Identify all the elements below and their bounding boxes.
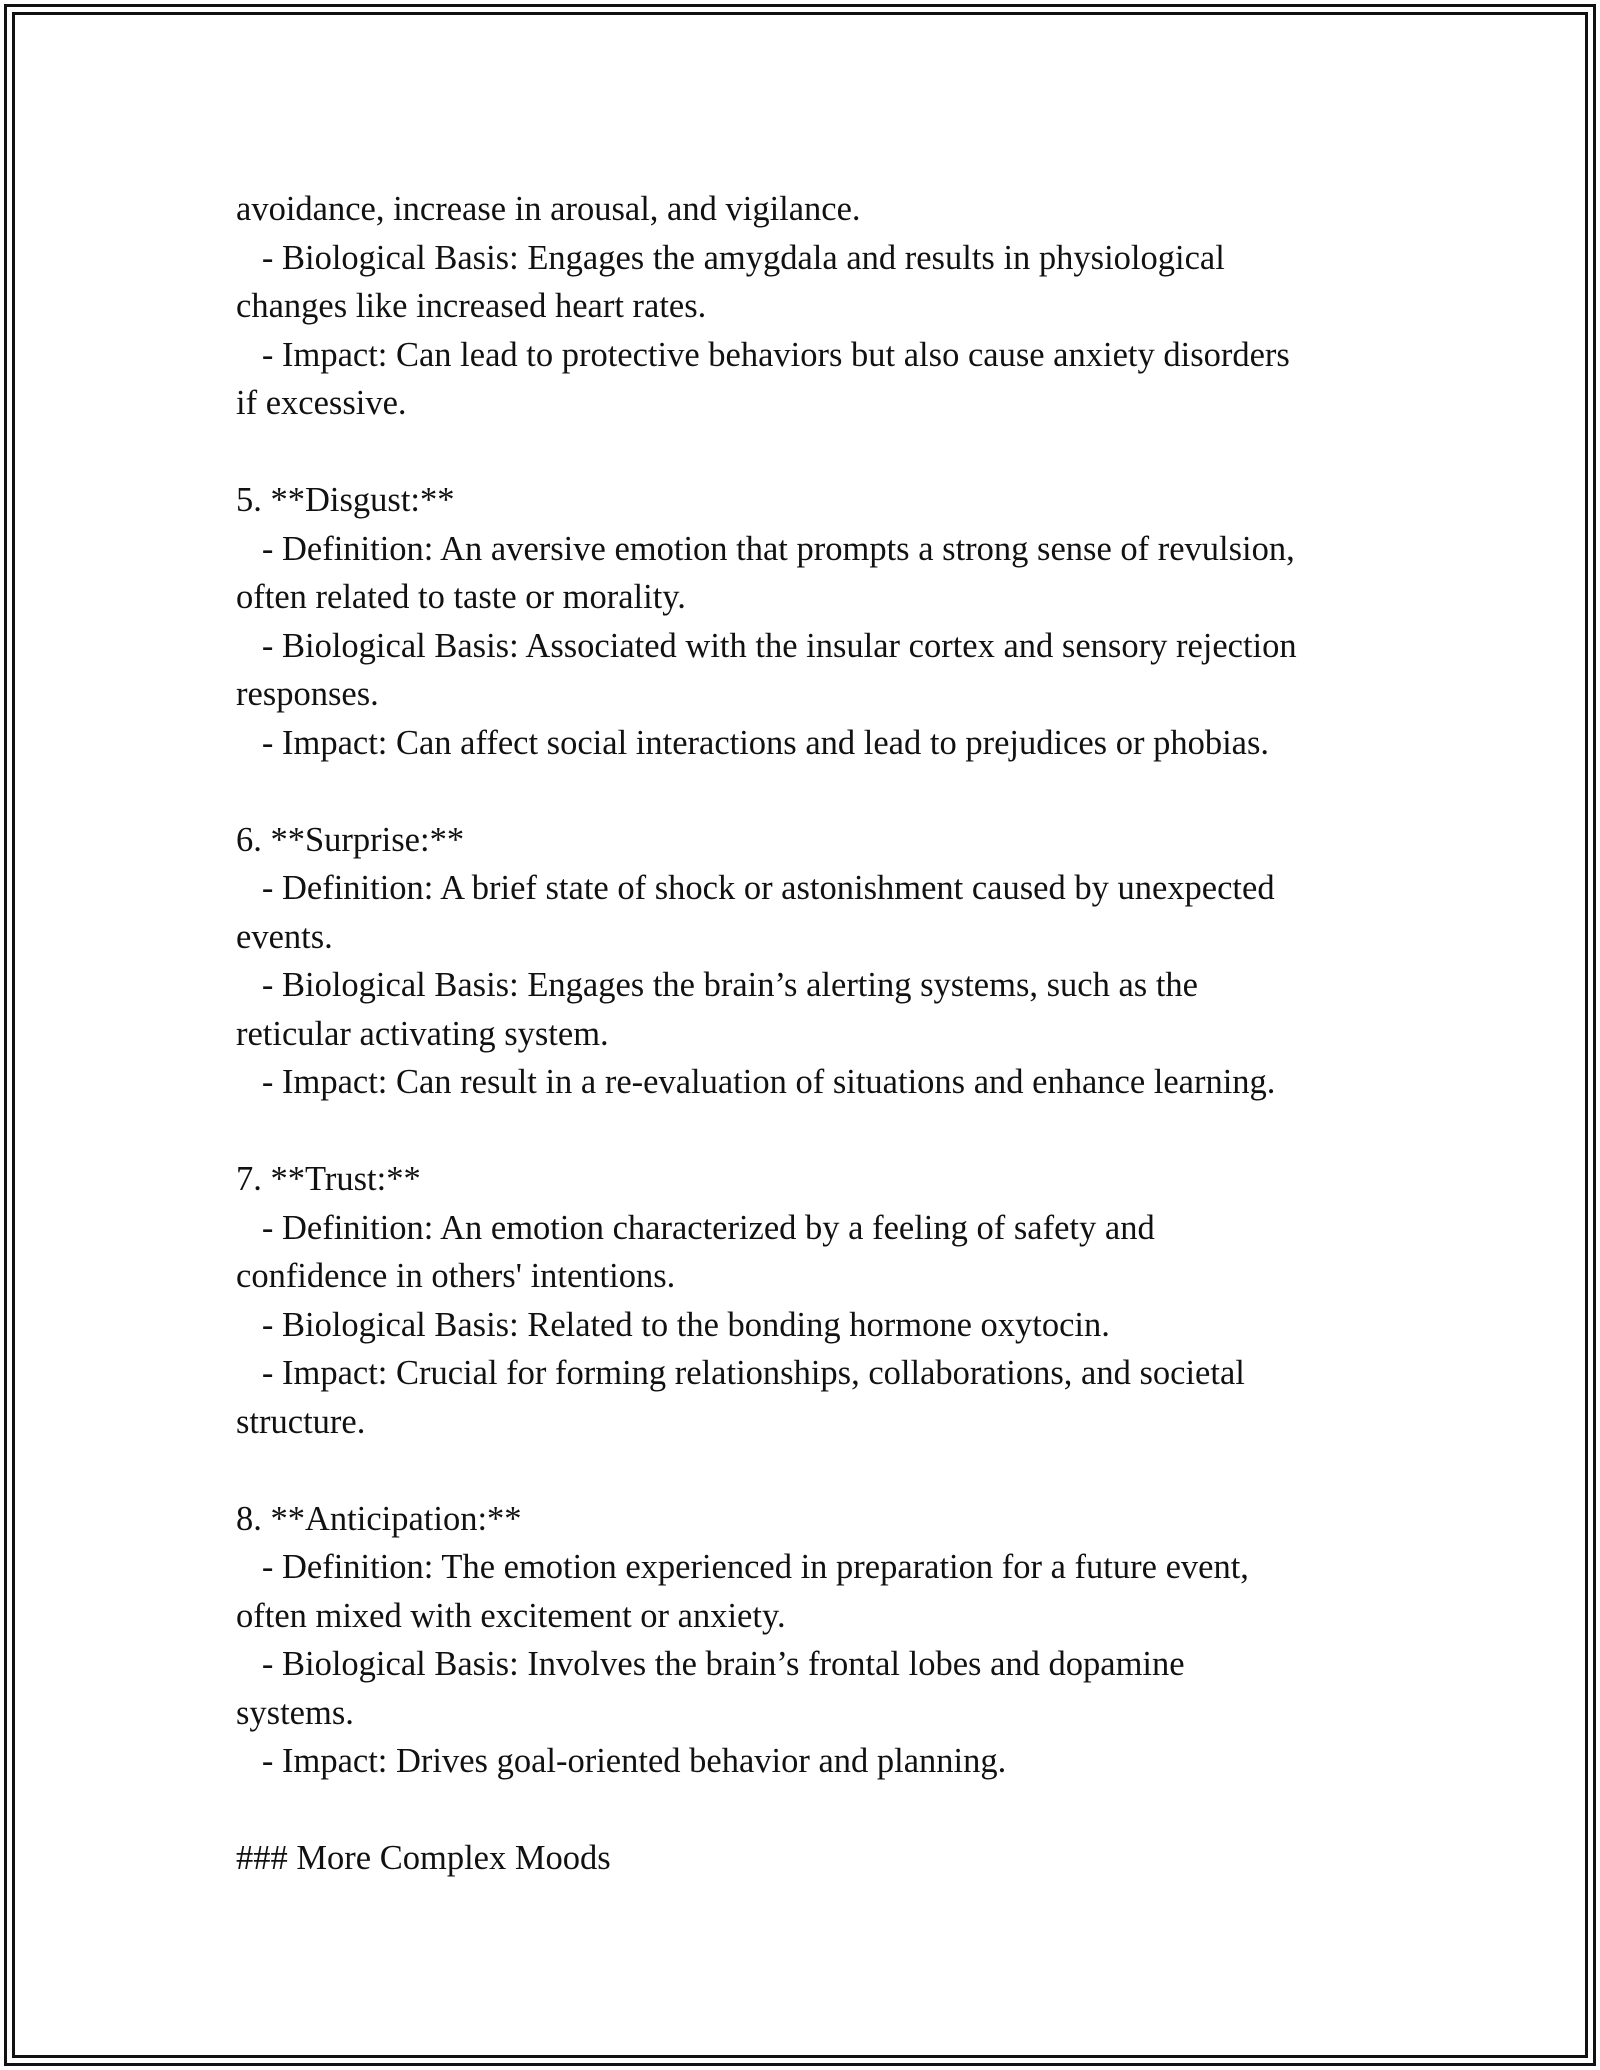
- text-line: systems.: [236, 1693, 354, 1732]
- section-heading-complex-moods: ### More Complex Moods: [236, 1839, 611, 1877]
- text-line: - Impact: Can affect social interactions and lead to prejudices or phobias.: [236, 723, 1270, 762]
- blank-line: [236, 428, 1386, 477]
- text-line: - Biological Basis: Involves the brain’s frontal lobes and dopamine: [236, 1645, 1185, 1683]
- section-heading-trust: 7. **Trust:**: [236, 1160, 421, 1198]
- blank-line: [236, 1107, 1386, 1156]
- text-line: confidence in others' intentions.: [236, 1257, 676, 1295]
- text-line: events.: [236, 917, 333, 956]
- text-line: - Biological Basis: Engages the brain’s alerting systems, such as the: [236, 966, 1198, 1004]
- text-line: - Biological Basis: Engages the amygdala and results in physiological: [236, 238, 1225, 277]
- section-heading-disgust: 5. **Disgust:**: [236, 481, 455, 519]
- blank-line: [236, 1786, 1386, 1835]
- text-line: - Impact: Can result in a re-evaluation of situations and enhance learning.: [236, 1063, 1276, 1101]
- text-line: - Biological Basis: Associated with the insular cortex and sensory rejection: [236, 626, 1297, 665]
- text-line: - Definition: A brief state of shock or astonishment caused by unexpected: [236, 869, 1275, 907]
- text-line: avoidance, increase in arousal, and vigilance.: [236, 190, 861, 228]
- text-line: reticular activating system.: [236, 1014, 609, 1053]
- text-line: - Definition: An aversive emotion that prompts a strong sense of revulsion,: [236, 529, 1295, 568]
- text-line: - Impact: Crucial for forming relationships, collaborations, and societal: [236, 1354, 1245, 1392]
- text-line: - Impact: Can lead to protective behaviors but also cause anxiety disorders: [236, 335, 1290, 374]
- blank-line: [236, 767, 1386, 816]
- text-line: - Definition: The emotion experienced in preparation for a future event,: [236, 1548, 1249, 1586]
- section-heading-anticipation: 8. **Anticipation:**: [236, 1499, 522, 1538]
- section-heading-surprise: 6. **Surprise:**: [236, 820, 465, 859]
- text-line: structure.: [236, 1402, 366, 1441]
- text-line: changes like increased heart rates.: [236, 287, 707, 325]
- text-line: responses.: [236, 675, 379, 713]
- text-line: often related to taste or morality.: [236, 578, 686, 616]
- document-body: [236, 185, 1386, 1883]
- text-line: if excessive.: [236, 384, 407, 422]
- blank-line: [236, 1446, 1386, 1495]
- text-line: - Definition: An emotion characterized by a feeling of safety and: [236, 1208, 1155, 1247]
- text-line: - Impact: Drives goal-oriented behavior and planning.: [236, 1742, 1007, 1780]
- text-line: - Biological Basis: Related to the bonding hormone oxytocin.: [236, 1305, 1110, 1344]
- text-line: often mixed with excitement or anxiety.: [236, 1596, 786, 1635]
